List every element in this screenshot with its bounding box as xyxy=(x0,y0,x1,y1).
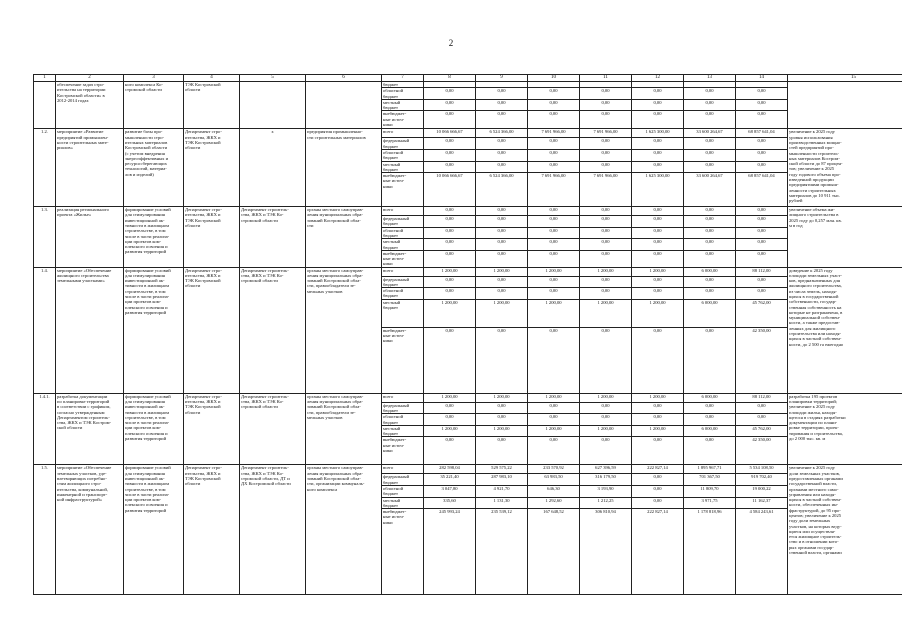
funding-value: 0,00 xyxy=(528,138,580,150)
funding-value: 0,00 xyxy=(476,437,528,465)
funding-value: 1 200,00 xyxy=(528,267,580,276)
funding-value: 35 221,40 xyxy=(424,474,476,486)
funding-source: федеральный бюджет xyxy=(382,276,424,288)
co-executor: Департамент строитель- ства, ЖКХ и ТЭК Ко- стромской области, ДТ и ДХ Костромской области xyxy=(240,465,306,595)
funding-value: 0,00 xyxy=(736,207,788,216)
funding-value: 0,00 xyxy=(528,149,580,161)
funding-value: 7 691 966,00 xyxy=(528,129,580,138)
funding-value: 0,00 xyxy=(528,402,580,414)
funding-value: 1 200,00 xyxy=(580,267,632,276)
responsible-executor: Департамент стро- ительства, ЖКХ и ТЭК Костромской области xyxy=(184,393,240,465)
funding-value: 19 000,22 xyxy=(736,486,788,498)
co-executor: Департамент строитель- ства, ЖКХ и ТЭК Ко- стромской области xyxy=(240,267,306,393)
measure-name: мероприятие «Обеспечение жилищного строительства земельными участками» xyxy=(56,267,124,393)
funding-value: 0,00 xyxy=(580,138,632,150)
co-executor: Департамент строитель- ства, ЖКХ и ТЭК Ко- стромской области xyxy=(240,393,306,465)
row-number: 1.4. xyxy=(34,267,56,393)
funding-value: 0,00 xyxy=(528,327,580,393)
measure-name: разработка документации по планировке территорий в соответствии с графиком, согласно утвержденным Департаментом строитель- ства, ЖКХ и ТЭК Костром- ской области xyxy=(56,393,124,465)
funding-value: 0,00 xyxy=(528,250,580,267)
funding-source: областной бюджет xyxy=(382,149,424,161)
funding-value: 0,00 xyxy=(424,437,476,465)
funding-value: 5 534 108,50 xyxy=(736,465,788,474)
funding-value: 0,00 xyxy=(424,99,476,111)
funding-source: местный бюджет xyxy=(382,161,424,173)
funding-value: 0,00 xyxy=(580,88,632,100)
participants: органы местного самоуправ- ления муниципальных обра- зований Костромской обла- сти, правообладатели зе- мельных участков xyxy=(306,393,382,465)
funding-source: областной бюджет xyxy=(382,288,424,300)
funding-value: 0,00 xyxy=(528,227,580,239)
column-number: 1 xyxy=(34,75,56,82)
funding-value: 0,00 xyxy=(684,99,736,111)
funding-value: 316 179,50 xyxy=(580,474,632,486)
funding-value: 0,00 xyxy=(424,111,476,129)
column-number: 13 xyxy=(684,75,736,82)
funding-value: 0,00 xyxy=(476,227,528,239)
funding-value: 0,00 xyxy=(684,138,736,150)
funding-source: местный бюджет xyxy=(382,425,424,437)
funding-value: 1 200,00 xyxy=(476,425,528,437)
funding-value: 0,00 xyxy=(632,207,684,216)
expected-result: увеличение к 2025 году доли земельных участков, предоставленных органами государственной власти, органами местного само- управления или находя- щихся в частной собствен- ности, обеспеченных ин- фраструктурой, до 95 про- центов; увеличение к 2025 году доли земельных участков, на которых веду- щиеся или осуществля- ется жилищное строитель- ство и в отношении кото- рых органами государ- ственной власти, органами xyxy=(788,465,902,595)
column-number: 9 xyxy=(476,75,528,82)
funding-value: 0,00 xyxy=(632,250,684,267)
funding-value: 1 178 818,96 xyxy=(684,509,736,595)
responsible-executor: Департамент стро- ительства, ЖКХ и ТЭК Костромской области xyxy=(184,465,240,595)
funding-value: 0,00 xyxy=(528,99,580,111)
funding-value: 0,00 xyxy=(580,161,632,173)
column-number: 8 xyxy=(424,75,476,82)
measure-name: реализация регионального проекта «Жилье» xyxy=(56,207,124,268)
funding-value: 33 600 264,67 xyxy=(684,129,736,138)
funding-value: 0,00 xyxy=(580,327,632,393)
funding-source: областной бюджет xyxy=(382,414,424,426)
funding-value: 68 857 641,04 xyxy=(736,173,788,207)
participants: органы местного самоуправ- ления муниципальных обра- зований Костромской обла- сти xyxy=(306,207,382,268)
column-number: 5 xyxy=(240,75,306,82)
funding-value: 1 625 300,00 xyxy=(632,173,684,207)
funding-value: 0,00 xyxy=(424,88,476,100)
funding-value: 167 648,52 xyxy=(528,509,580,595)
funding-source: местный бюджет xyxy=(382,239,424,251)
funding-value: 6 524 366,00 xyxy=(476,129,528,138)
funding-value: 0,00 xyxy=(580,227,632,239)
funding-value: 0,00 xyxy=(632,227,684,239)
funding-value: 0,00 xyxy=(684,250,736,267)
funding-value: 6 000,00 xyxy=(684,393,736,402)
funding-value: 0,00 xyxy=(424,414,476,426)
funding-value: 0,00 xyxy=(476,414,528,426)
funding-source: всего xyxy=(382,267,424,276)
funding-value: 0,00 xyxy=(476,288,528,300)
funding-value: 1 200,00 xyxy=(580,393,632,402)
funding-value: 646,30 xyxy=(528,486,580,498)
funding-value: 0,00 xyxy=(632,327,684,393)
row-number: 1.3. xyxy=(34,207,56,268)
objective: формирование условий для стимулирования инвестиционной ак- тивности в жилищном строительстве, в том числе в части реализа- ции проектов ком- плексного освоения и развития территорий xyxy=(124,465,184,595)
funding-value: 0,00 xyxy=(476,216,528,228)
funding-value: 0,00 xyxy=(424,276,476,288)
funding-value: 0,00 xyxy=(528,88,580,100)
funding-value: 0,00 xyxy=(476,207,528,216)
expected-result: увеличение объема жи- лищного строительства в 2025 году до 0,257 млн. кв. м в год xyxy=(788,207,902,268)
funding-value: 1 200,00 xyxy=(424,267,476,276)
funding-value: 222 827,14 xyxy=(632,509,684,595)
funding-value: 11 809,70 xyxy=(684,486,736,498)
measure-name: мероприятие «Развитие предприятий промышлен- ности строительных мате- риалов» xyxy=(56,129,124,207)
funding-source: внебюджет- ные источ- ники xyxy=(382,437,424,465)
funding-value: 42 350,00 xyxy=(736,437,788,465)
funding-value: 0,00 xyxy=(580,288,632,300)
funding-value: 0,00 xyxy=(736,414,788,426)
funding-value: 1 200,00 xyxy=(476,267,528,276)
funding-value: 0,00 xyxy=(684,227,736,239)
funding-value: 0,00 xyxy=(684,207,736,216)
funding-source: федеральный бюджет xyxy=(382,216,424,228)
column-number: 2 xyxy=(56,75,124,82)
column-number: 11 xyxy=(580,75,632,82)
column-number: 12 xyxy=(632,75,684,82)
funding-value: 0,00 xyxy=(632,216,684,228)
funding-value: 88 112,00 xyxy=(736,393,788,402)
funding-value: 0,00 xyxy=(476,138,528,150)
funding-value: 0,00 xyxy=(580,276,632,288)
funding-source: областной бюджет xyxy=(382,227,424,239)
funding-value: 0,00 xyxy=(476,88,528,100)
objective: развитие базы про- мышленности стро- ительных материалов Костромской области (с учетом внедрения энергоэффективных и ресурсосберегающих технологий, материа- лов и изделий) xyxy=(124,129,184,207)
funding-value: 0,00 xyxy=(580,414,632,426)
funding-value: 0,00 xyxy=(632,99,684,111)
funding-value: 1 200,00 xyxy=(580,425,632,437)
funding-value: 1 200,00 xyxy=(528,299,580,327)
funding-value: 0,00 xyxy=(632,437,684,465)
row-number: 1.2. xyxy=(34,129,56,207)
funding-value: 1 200,00 xyxy=(528,393,580,402)
funding-value: 6 000,00 xyxy=(684,299,736,327)
funding-value: 1 200,00 xyxy=(632,267,684,276)
funding-value: 245 993,24 xyxy=(424,509,476,595)
funding-value: 0,00 xyxy=(528,207,580,216)
funding-value: 4 921,70 xyxy=(476,486,528,498)
funding-value: 0,00 xyxy=(424,207,476,216)
funding-value: 0,00 xyxy=(632,414,684,426)
funding-value: 0,00 xyxy=(684,88,736,100)
funding-source: всего xyxy=(382,465,424,474)
funding-value: 0,00 xyxy=(736,99,788,111)
funding-value: 0,00 xyxy=(736,402,788,414)
funding-value: 0,00 xyxy=(424,288,476,300)
funding-value: 42 350,00 xyxy=(736,327,788,393)
funding-source: всего xyxy=(382,393,424,402)
expected-result xyxy=(788,82,902,129)
funding-value: 0,00 xyxy=(580,239,632,251)
funding-value: 0,00 xyxy=(580,207,632,216)
funding-value: 7 691 966,00 xyxy=(580,129,632,138)
funding-value: 0,00 xyxy=(476,327,528,393)
funding-value: 0,00 xyxy=(684,161,736,173)
funding-source: внебюджет- ные источ- ники xyxy=(382,250,424,267)
table-row xyxy=(34,393,902,402)
measure-name: мероприятие «Обеспечение земельных участков, уде- влетворяющих потребно- стям жилищного стро- ительства, коммунальной, инженерной и транспорт- ной инфраструктурой» xyxy=(56,465,124,595)
funding-value: 0,00 xyxy=(424,239,476,251)
funding-source: внебюджет- ные источ- ники xyxy=(382,509,424,595)
funding-value: 0,00 xyxy=(580,149,632,161)
funding-value: 10 066 666,67 xyxy=(424,173,476,207)
column-number: 6 xyxy=(306,75,382,82)
funding-value: 0,00 xyxy=(580,402,632,414)
funding-value: 0,00 xyxy=(684,414,736,426)
funding-value: 0,00 xyxy=(424,216,476,228)
funding-value: 68 857 641,04 xyxy=(736,129,788,138)
funding-value: 919 702,40 xyxy=(736,474,788,486)
funding-value: 1 625 300,00 xyxy=(632,129,684,138)
funding-value: 1 212,25 xyxy=(580,497,632,509)
funding-value: 6 000,00 xyxy=(684,425,736,437)
funding-value: 0,00 xyxy=(736,227,788,239)
funding-value: 0,00 xyxy=(476,239,528,251)
funding-value: 1 200,00 xyxy=(476,299,528,327)
funding-value: 1 200,00 xyxy=(424,425,476,437)
funding-value: 0,00 xyxy=(632,138,684,150)
funding-value: 282 598,04 xyxy=(424,465,476,474)
funding-value: 0,00 xyxy=(632,497,684,509)
column-number: 14 xyxy=(736,75,788,82)
page-number: 2 xyxy=(448,38,454,48)
funding-value: 0,00 xyxy=(528,111,580,129)
funding-source: местный бюджет xyxy=(382,299,424,327)
funding-source: внебюджет- ные источ- ники xyxy=(382,111,424,129)
funding-source: внебюджет- ные источ- ники xyxy=(382,327,424,393)
objective: формирование условий для стимулирования инвестиционной ак- тивности в жилищном строительстве, в том числе в части реализа- ции проектов ком- плексного освоения и развития территорий xyxy=(124,267,184,393)
participants xyxy=(306,82,382,129)
funding-value: 0,00 xyxy=(632,402,684,414)
funding-value: 1 200,00 xyxy=(476,393,528,402)
funding-value: 0,00 xyxy=(528,161,580,173)
funding-value: 1 200,00 xyxy=(632,393,684,402)
funding-value: 11 162,37 xyxy=(736,497,788,509)
funding-value: 0,00 xyxy=(632,161,684,173)
funding-value: 0,00 xyxy=(736,250,788,267)
funding-source: всего xyxy=(382,129,424,138)
funding-value: 0,00 xyxy=(424,138,476,150)
funding-value: 0,00 xyxy=(580,99,632,111)
funding-value: 0,00 xyxy=(424,149,476,161)
expected-result: доведение к 2025 году площади земельных участ- ков, предназначенных для жилищного строительства, из числа земель, находя- щихся в государственной собственности, государ- ственная собственность на которые не разграничена, в муниципальной собствен- ности, а также предостав- ленных для жилищного строительства или находя- щихся в частной собствен- ности, до 2 500 га ежегодно xyxy=(788,267,902,393)
funding-value: 0,00 xyxy=(476,402,528,414)
funding-value: 0,00 xyxy=(736,288,788,300)
funding-value: 0,00 xyxy=(684,149,736,161)
funding-value: 1 200,00 xyxy=(424,299,476,327)
expected-result: разработка 195 проектов планировки территорий; увеличение к 2025 году площади жилья, находя- щегося в стадиях разработки документации по плани- ровке территории, проек- тирования и строительства, до 2 000 тыс. кв. м xyxy=(788,393,902,465)
funding-value: 0,00 xyxy=(736,88,788,100)
funding-value: 0,00 xyxy=(528,276,580,288)
funding-value: 1 292,60 xyxy=(528,497,580,509)
table-row xyxy=(34,465,902,474)
responsible-executor: ТЭК Костромской области xyxy=(184,82,240,129)
co-executor: Департамент строитель- ства, ЖКХ и ТЭК Ко- стромской области xyxy=(240,207,306,268)
funding-value: 0,00 xyxy=(736,149,788,161)
funding-value: 0,00 xyxy=(632,474,684,486)
funding-value: 0,00 xyxy=(476,276,528,288)
funding-value: 0,00 xyxy=(684,437,736,465)
funding-value: 335,60 xyxy=(424,497,476,509)
funding-value: 0,00 xyxy=(476,161,528,173)
expected-result: увеличение к 2025 году уровня использования производственных мощно- стей предприятий про- мышленности строитель- ных материалов Костром- ской области до 87 процен- тов; увеличение к 2025 году годового объема про- изведенной продукции предприятиями промыш- ленности строительных материалов до 10 911 тыс. рублей xyxy=(788,129,902,207)
funding-value: 0,00 xyxy=(528,288,580,300)
funding-source: местный бюджет xyxy=(382,497,424,509)
funding-value: 0,00 xyxy=(632,288,684,300)
objective: формирование условий для стимулирования инвестиционной ак- тивности в жилищном строительстве, в том числе в части реализа- ции проектов ком- плексного освоения и развития территорий xyxy=(124,393,184,465)
funding-source: бюджет xyxy=(382,82,424,88)
funding-value: 0,00 xyxy=(476,250,528,267)
column-number-row xyxy=(34,75,902,82)
funding-value: 7 691 966,00 xyxy=(528,173,580,207)
funding-value: 701 367,50 xyxy=(684,474,736,486)
funding-value: 222 827,14 xyxy=(632,465,684,474)
funding-value: 0,00 xyxy=(580,250,632,267)
funding-value: 0,00 xyxy=(632,111,684,129)
funding-value: 3 971,75 xyxy=(684,497,736,509)
column-number: 4 xyxy=(184,75,240,82)
funding-value: 0,00 xyxy=(424,327,476,393)
funding-value: 0,00 xyxy=(736,239,788,251)
funding-value: 45 762,00 xyxy=(736,299,788,327)
funding-source: федеральный бюджет xyxy=(382,138,424,150)
participants: предприятия промышленно- сти строительных материалов xyxy=(306,129,382,207)
funding-value: 0,00 xyxy=(528,414,580,426)
funding-value: 63 983,50 xyxy=(528,474,580,486)
responsible-executor: Департамент стро- ительства, ЖКХ и ТЭК Костромской области xyxy=(184,267,240,393)
co-executor: х xyxy=(240,129,306,207)
column-number: 3 xyxy=(124,75,184,82)
funding-value: 0,00 xyxy=(580,216,632,228)
funding-value: 0,00 xyxy=(632,239,684,251)
funding-source: всего xyxy=(382,207,424,216)
funding-value: 233 570,92 xyxy=(528,465,580,474)
funding-value: 3 047,80 xyxy=(424,486,476,498)
funding-value: 7 691 966,00 xyxy=(580,173,632,207)
row-number: 1.4.1. xyxy=(34,393,56,465)
column-number: 15 xyxy=(788,75,902,82)
funding-value: 0,00 xyxy=(736,161,788,173)
funding-value: 0,00 xyxy=(632,276,684,288)
funding-value: 10 066 666,67 xyxy=(424,129,476,138)
funding-value: 0,00 xyxy=(632,486,684,498)
funding-value: 1 200,00 xyxy=(632,299,684,327)
funding-source: федеральный бюджет xyxy=(382,402,424,414)
funding-value: 0,00 xyxy=(476,149,528,161)
funding-value: 1 200,00 xyxy=(528,425,580,437)
funding-value: 0,00 xyxy=(528,239,580,251)
table-row xyxy=(34,207,902,216)
funding-value: 1 200,00 xyxy=(424,393,476,402)
table-row xyxy=(34,267,902,276)
funding-value: 627 396,59 xyxy=(580,465,632,474)
funding-value: 306 810,94 xyxy=(580,509,632,595)
funding-value: 0,00 xyxy=(736,138,788,150)
funding-source: внебюджет- ные источ- ники xyxy=(382,173,424,207)
funding-value: 0,00 xyxy=(476,99,528,111)
measure-name: обеспечение задач стро- ительства на территории Костромской области» в 2012-2014 годах xyxy=(56,82,124,129)
funding-value: 0,00 xyxy=(528,216,580,228)
funding-value: 1 200,00 xyxy=(632,425,684,437)
row-number: 1.5. xyxy=(34,465,56,595)
funding-value: 0,00 xyxy=(736,111,788,129)
funding-value: 6 524 366,00 xyxy=(476,173,528,207)
funding-value: 1 200,00 xyxy=(580,299,632,327)
funding-value: 0,00 xyxy=(632,149,684,161)
funding-value: 0,00 xyxy=(424,161,476,173)
funding-value: 4 584 243,61 xyxy=(736,509,788,595)
objective: формирование условий для стимулирования инвестиционной ак- тивности в жилищном строительстве, в том числе в части реализа- ции проектов ком- плексного освоения и развития территорий xyxy=(124,207,184,268)
funding-value: 0,00 xyxy=(684,111,736,129)
funding-value: 0,00 xyxy=(632,88,684,100)
funding-value: 0,00 xyxy=(736,216,788,228)
funding-value: 0,00 xyxy=(684,216,736,228)
funding-value: 1 131,30 xyxy=(476,497,528,509)
responsible-executor: Департамент стро- ительства, ЖКХ и ТЭК Костромской области xyxy=(184,207,240,268)
funding-value: 0,00 xyxy=(528,437,580,465)
funding-value: 235 539,12 xyxy=(476,509,528,595)
funding-value: 0,00 xyxy=(580,111,632,129)
funding-value: 0,00 xyxy=(684,288,736,300)
funding-value: 0,00 xyxy=(736,276,788,288)
funding-value: 3 193,90 xyxy=(580,486,632,498)
objective: ного комплекса Ко- стромской области xyxy=(124,82,184,129)
funding-value: 0,00 xyxy=(580,437,632,465)
funding-value: 45 762,00 xyxy=(736,425,788,437)
funding-value: 287 983,10 xyxy=(476,474,528,486)
funding-value: 0,00 xyxy=(476,111,528,129)
funding-value: 0,00 xyxy=(684,327,736,393)
column-number: 10 xyxy=(528,75,580,82)
funding-value: 0,00 xyxy=(424,227,476,239)
funding-value: 529 575,22 xyxy=(476,465,528,474)
funding-value: 6 000,00 xyxy=(684,267,736,276)
funding-source: областной бюджет xyxy=(382,486,424,498)
participants: органы местного самоуправ- ления муниципальных обра- зований Костромской обла- сти, организации коммуналь- ного комплекса xyxy=(306,465,382,595)
funding-value: 0,00 xyxy=(684,402,736,414)
table-row xyxy=(34,129,902,138)
responsible-executor: Департамент стро- ительства, ЖКХ и ТЭК Костромской области xyxy=(184,129,240,207)
funding-source: местный бюджет xyxy=(382,99,424,111)
funding-value: 0,00 xyxy=(684,239,736,251)
funding-source: областной бюджет xyxy=(382,88,424,100)
co-executor xyxy=(240,82,306,129)
funding-value: 0,00 xyxy=(424,402,476,414)
funding-value: 0,00 xyxy=(424,250,476,267)
row-number xyxy=(34,82,56,129)
funding-value: 33 600 264,67 xyxy=(684,173,736,207)
program-table xyxy=(33,74,902,595)
funding-value: 88 112,00 xyxy=(736,267,788,276)
funding-value: 1 895 967,71 xyxy=(684,465,736,474)
participants: органы местного самоуправ- ления муниципальных обра- зований Костромской обла- сти, правообладатели зе- мельных участков xyxy=(306,267,382,393)
funding-value: 0,00 xyxy=(684,276,736,288)
column-number: 7 xyxy=(382,75,424,82)
funding-source: федеральный бюджет xyxy=(382,474,424,486)
